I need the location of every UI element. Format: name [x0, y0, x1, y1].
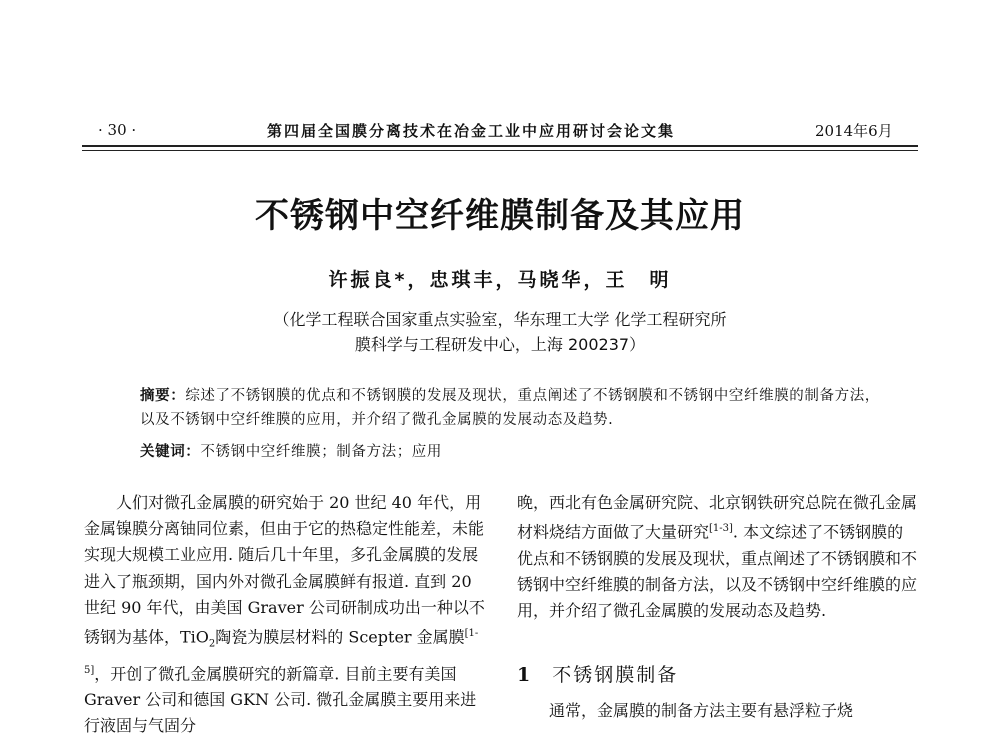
keywords [140, 440, 442, 461]
abstract-label: 摘要： [140, 388, 186, 404]
body-text: 陶瓷为膜层材料的 Scepter 金属膜 [215, 627, 465, 647]
keywords-label: 关键词： [140, 444, 201, 460]
body-text: ，开创了微孔金属膜研究的新篇章. 目前主要有美国 Graver 公司和德国 GKN 公司. 微孔金属膜主要用来进行液固与气固分 [84, 664, 477, 736]
header-rule-thick [82, 145, 918, 147]
subscript: 2 [208, 638, 216, 650]
body-text: . 本文综述了不锈钢膜的优点和不锈钢膜的发展及现状，重点阐述了不锈钢膜和不锈钢中空纤维膜的制备方法，以及不锈钢中空纤维膜的应用，并介绍了微孔金属膜的发展动态及趋势. [517, 522, 918, 621]
proceedings-title: 第四届全国膜分离技术在冶金工业中应用研讨会论文集 [267, 122, 676, 140]
paper-title: 不锈钢中空纤维膜制备及其应用 [255, 196, 745, 236]
body-text: 人们对微孔金属膜的研究始于 20 世纪 40 年代，用金属镍膜分离铀同位素，但由于它的热稳定性能差，未能实现大规模工业应用. 随后几十年里，多孔金属膜的发展进入了瓶颈期，国内外对微孔金属膜鲜有报道. 直到 20 世纪 90 年代，由美国 Graver 公司研制成功出一种以不锈钢为基体，TiO [84, 493, 485, 647]
body-paragraph [84, 490, 486, 740]
body-text: 晚，西北有色金属研究院、北京钢铁研究总院在微孔金属材料烧结方面做了大量研究 [517, 493, 918, 542]
body-column-right [517, 490, 917, 624]
body-paragraph [517, 490, 917, 624]
citation-ref: [1-5] [84, 628, 479, 676]
affiliation-line-2: 膜科学与工程研发中心，上海 200237） [354, 335, 646, 354]
header-rule-thin [82, 150, 918, 151]
section-heading [517, 660, 678, 687]
affiliation-line-1: （化学工程联合国家重点实验室，华东理工大学 化学工程研究所 [273, 310, 727, 329]
body-paragraph: 通常，金属膜的制备方法主要有悬浮粒子烧 [549, 701, 854, 720]
abstract [140, 384, 880, 432]
page-number: · 30 · [98, 121, 137, 139]
body-column-left [84, 490, 486, 740]
publication-date: 2014年6月 [815, 122, 893, 140]
section-number: 1 [517, 664, 531, 686]
section-title: 不锈钢膜制备 [552, 664, 679, 686]
author-list: 许振良*，忠琪丰，马晓华，王 明 [328, 269, 672, 291]
keywords-text: 不锈钢中空纤维膜；制备方法；应用 [200, 444, 443, 460]
citation-ref: [1-3] [709, 523, 733, 535]
abstract-text: 综述了不锈钢膜的优点和不锈钢膜的发展及现状，重点阐述了不锈钢膜和不锈钢中空纤维膜的制备方法，以及不锈钢中空纤维膜的应用，并介绍了微孔金属膜的发展动态及趋势. [140, 388, 880, 428]
